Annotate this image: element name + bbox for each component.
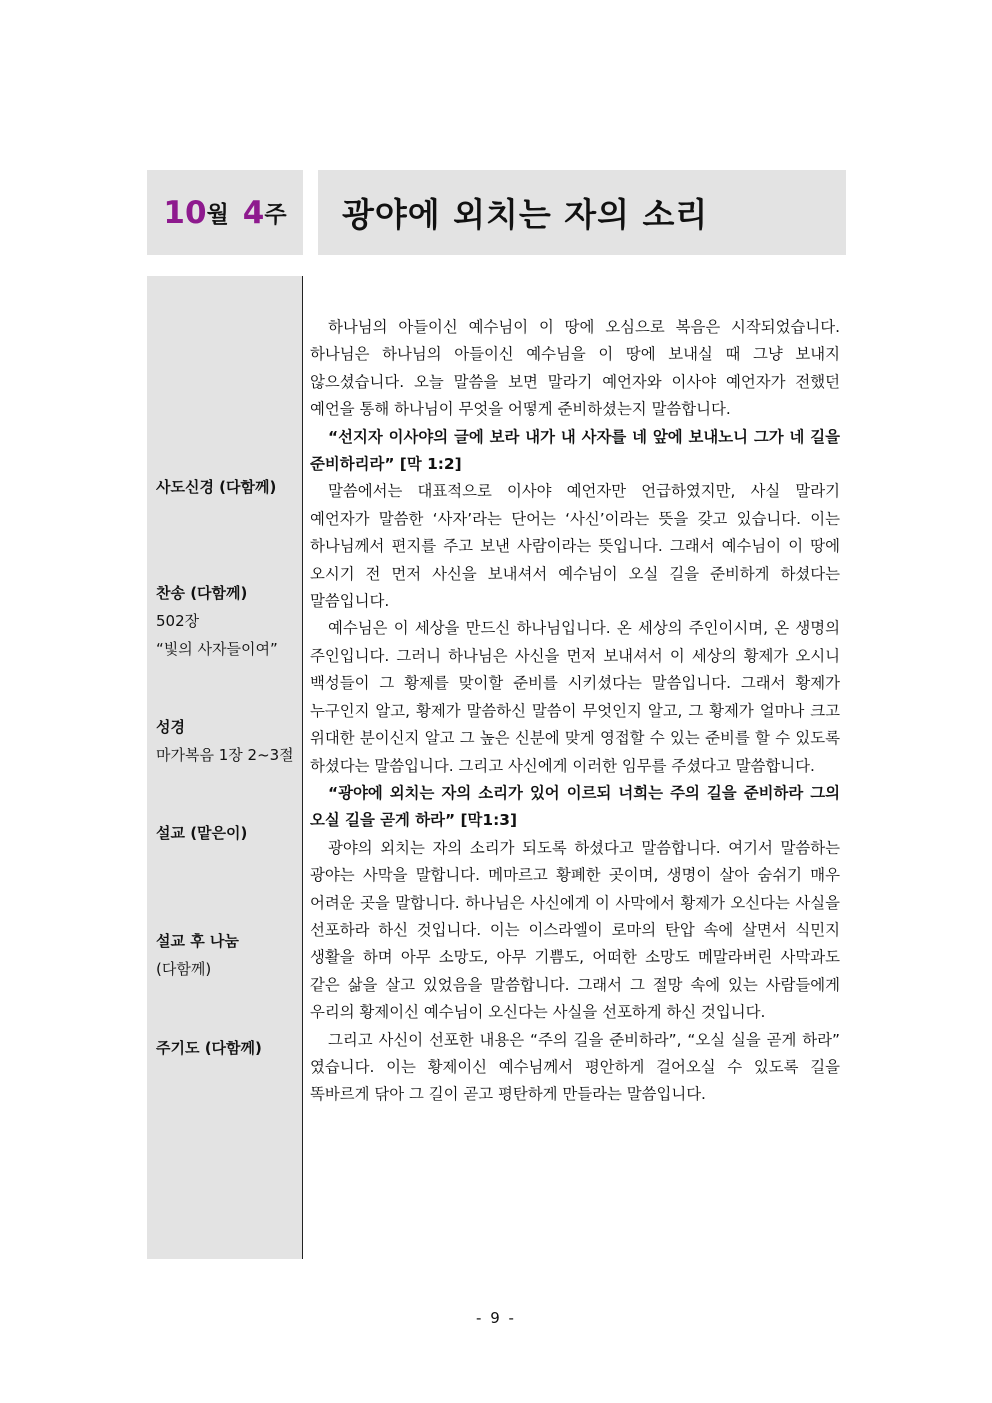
creed-label: 사도신경 (다함께) bbox=[156, 478, 277, 496]
paragraph: 광야의 외치는 자의 소리가 되도록 하셨다고 말씀합니다. 여기서 말씀하는 광야는 사막을 말합니다. 메마르고 황폐한 곳이며, 생명이 살아 숨쉬기 매우 어려운 곳을 말합니다. 하나님은 사신에게 이 사막에서 황제가 오신다는 사실을 선포하라 하신 것입니다. 이는 이스라엘이 로마의 탄압 속에 살면서 식민지 생활을 하며 아무 소망도, 아무 기쁨도, 어떠한 소망도 메말라버린 사막과도 같은 삶을 살고 있었음을 말씀합니다. 그래서 그 절망 속에 있는 사람들에게 우리의 황제이신 예수님이 오신다는 사실을 선포하게 하신 것입니다. bbox=[310, 838, 840, 1022]
sermon-label: 설교 (맡은이) bbox=[156, 824, 248, 842]
prayer-item bbox=[156, 1034, 262, 1062]
sharing-label: 설교 후 나눔 bbox=[156, 932, 239, 950]
month-unit: 월 bbox=[206, 202, 229, 228]
scripture-quote: “광야에 외치는 자의 소리가 있어 이르되 너희는 주의 길을 준비하라 그의 오실 길을 곧게 하라” [막1:3] bbox=[310, 783, 840, 830]
hymn-item bbox=[156, 579, 278, 663]
page-number: - 9 - bbox=[476, 1309, 516, 1327]
paragraph: 하나님의 아들이신 예수님이 이 땅에 오심으로 복음은 시작되었습니다. 하나님은 하나님의 아들이신 예수님을 이 땅에 보내실 때 그냥 보내지 않으셨습니다. 오늘 말씀을 보면 말라기 예언자와 이사야 예언자가 전했던 예언을 통해 하나님이 무엇을 어떻게 준비하셨는지 말씀합니다. bbox=[310, 318, 840, 419]
scripture-quote: “선지자 이사야의 글에 보라 내가 내 사자를 네 앞에 보내노니 그가 네 길을 준비하리라” [막 1:2] bbox=[310, 427, 840, 474]
hymn-number: 502장 bbox=[156, 612, 200, 630]
scripture-label: 성경 bbox=[156, 718, 185, 736]
creed-item bbox=[156, 473, 276, 501]
column-divider bbox=[302, 276, 303, 1259]
sermon-body bbox=[310, 314, 840, 1109]
paragraph: 예수님은 이 세상을 만드신 하나님입니다. 온 세상의 주인이시며, 온 생명의 주인입니다. 그러니 하나님은 사신을 먼저 보내셔서 이 세상의 황제가 오시니 백성들이 그 황제를 맞이할 준비를 시키셨다는 말씀입니다. 그래서 황제가 누구인지 알고, 황제가 말씀하신 말씀이 무엇인지 알고, 그 황제가 얼마나 크고 위대한 분이신지 알고 그 높은 신분에 맞게 영접할 수 있는 준비를 할 수 있도록 하셨다는 말씀입니다. 그리고 사신에게 이러한 임무를 주셨다고 말씀합니다. bbox=[310, 619, 840, 775]
title-banner bbox=[318, 170, 846, 255]
prayer-label: 주기도 (다함께) bbox=[156, 1039, 262, 1057]
week-number: 4 bbox=[242, 194, 265, 231]
week-label bbox=[147, 170, 303, 255]
sharing-sub: (다함께) bbox=[156, 960, 212, 978]
page-title: 광야에 외치는 자의 소리 bbox=[342, 195, 709, 234]
week-unit: 주 bbox=[264, 202, 287, 228]
hymn-label: 찬송 (다함께) bbox=[156, 584, 248, 602]
sharing-item bbox=[156, 927, 239, 983]
hymn-title: “빛의 사자들이여” bbox=[156, 640, 278, 658]
scripture-reference: 마가복음 1장 2~3절 bbox=[156, 746, 294, 764]
scripture-item bbox=[156, 713, 294, 769]
paragraph: 말씀에서는 대표적으로 이사야 예언자만 언급하였지만, 사실 말라기 예언자가 말씀한 ‘사자’라는 단어는 ‘사신’이라는 뜻을 갖고 있습니다. 이는 하나님께서 편지를 주고 보낸 사람이라는 뜻입니다. 그래서 예수님이 이 땅에 오시기 전 먼저 사신을 보내셔서 예수님이 오실 길을 준비하게 하셨다는 말씀입니다. bbox=[310, 482, 840, 611]
paragraph: 그리고 사신이 선포한 내용은 “주의 길을 준비하라”, “오실 실을 곧게 하라” 였습니다. 이는 황제이신 예수님께서 평안하게 걸어오실 수 있도록 길을 똑바르게 닦아 그 길이 곧고 평탄하게 만들라는 말씀입니다. bbox=[310, 1030, 840, 1104]
month-number: 10 bbox=[163, 194, 207, 231]
sermon-item bbox=[156, 819, 247, 847]
